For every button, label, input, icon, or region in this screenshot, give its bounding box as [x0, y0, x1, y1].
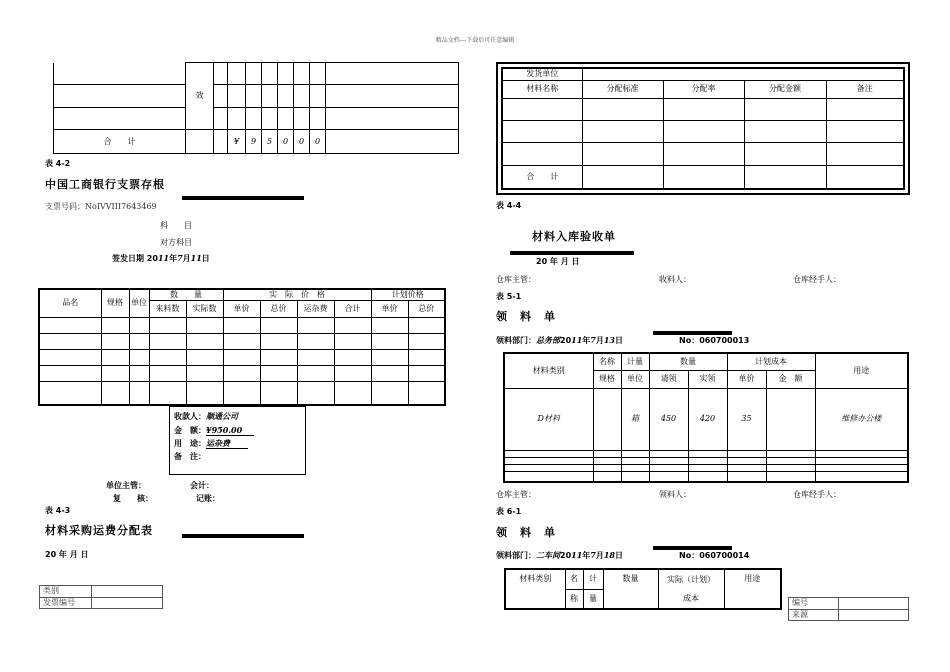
goods-header-qty: 数 量 — [149, 289, 223, 300]
requisition-table-6-1 — [504, 568, 782, 610]
amount-value: ¥950.00 — [206, 425, 254, 436]
issue-date-month: 7 — [177, 253, 183, 263]
note-label: 备 注： — [174, 452, 206, 461]
page-header: 精品文档---下载后可任意编辑 — [435, 37, 515, 44]
date-month-label: 月 — [595, 336, 604, 345]
date-year: 11 — [571, 550, 583, 560]
goods-sub-header: 单价 — [223, 300, 260, 317]
table-4-4-date: 20 年 月 日 — [536, 257, 580, 266]
req-row-unit: 箱 — [621, 388, 649, 451]
check-number: 支票号码：NoIVVIII7643469 — [45, 202, 157, 211]
issue-date-day: 11 — [190, 253, 202, 263]
receiver-2: 领料人： — [659, 490, 691, 499]
table-5-1-number: No：060700013 — [679, 336, 750, 345]
date-century: 20 — [560, 551, 572, 560]
date-century: 20 — [560, 336, 572, 345]
issue-date-month-label: 月 — [182, 254, 191, 263]
use-row — [174, 438, 248, 449]
warehouse-handler-2: 仓库经手人： — [793, 490, 841, 499]
table-5-1-dept — [496, 335, 623, 346]
check-stub-box — [169, 406, 306, 475]
issue-date-year: 11 — [157, 253, 170, 263]
alloc-header: 备注 — [826, 80, 904, 98]
req2-header-cost-2: 成本 — [658, 589, 724, 609]
issue-date-century: 20 — [146, 254, 158, 263]
goods-sub-header: 实际数 — [186, 300, 223, 317]
table-row — [502, 98, 904, 120]
receiver: 收料人： — [659, 275, 691, 284]
goods-sub-header: 总价 — [260, 300, 297, 317]
dept-value: 二车间 — [536, 550, 560, 560]
total-digit: 5 — [262, 130, 278, 154]
req-row-actual: 420 — [688, 388, 727, 451]
requisition-table-5-1 — [503, 352, 909, 483]
date-year-label: 年 — [582, 336, 591, 345]
goods-sub-header: 合计 — [334, 300, 371, 317]
title-rule — [182, 534, 304, 538]
side-number-label: 编号 — [789, 598, 839, 610]
date-year-label: 年 — [582, 551, 591, 560]
goods-sub-header: 来料数 — [149, 300, 186, 317]
req-header-unit: 单位 — [621, 370, 649, 388]
note-row — [174, 451, 206, 462]
payee-row — [174, 411, 238, 422]
req-header-price: 单价 — [727, 370, 766, 388]
goods-header-unit: 单位 — [129, 289, 149, 317]
dept-label: 领料部门： — [496, 551, 536, 560]
table-6-1-number: No：060700014 — [679, 551, 750, 560]
table-5-1-label: 表 5-1 — [496, 292, 522, 301]
alloc-table — [501, 67, 905, 190]
goods-table — [38, 288, 446, 406]
req-header-qty: 数量 — [649, 353, 727, 370]
goods-header-actual: 实 际 价 格 — [223, 289, 371, 300]
table-6-1-label: 表 6-1 — [496, 507, 522, 516]
table-row — [502, 120, 904, 142]
req-header-use: 用途 — [815, 353, 908, 388]
warehouse-head-2: 仓库主管： — [496, 490, 536, 499]
signer-bookkeeper: 记账： — [196, 494, 220, 503]
alloc-total-label: 合 计 — [502, 165, 582, 189]
warehouse-head: 仓库主管： — [496, 275, 536, 284]
table-4-2-label: 表 4-2 — [45, 159, 71, 168]
table-row — [504, 465, 908, 472]
req-row-price: 35 — [727, 388, 766, 451]
signer-head: 单位主管： — [106, 481, 146, 490]
side-info-table — [788, 597, 909, 621]
table-6-1-dept — [496, 550, 623, 561]
subject-label: 科 目 — [160, 221, 192, 230]
table-4-2-title: 中国工商银行支票存根 — [45, 178, 165, 191]
freight-category-label: 类别 — [40, 586, 92, 598]
table-4-4-label: 表 4-4 — [496, 201, 522, 210]
total-label: 合 计 — [54, 130, 186, 154]
req-header-spec: 规格 — [593, 370, 621, 388]
req-header-cost: 计划成本 — [727, 353, 815, 370]
goods-sub-header: 总价 — [408, 300, 445, 317]
req-row-category: D材料 — [504, 388, 593, 451]
table-row — [504, 451, 908, 458]
goods-header-name: 品名 — [39, 289, 101, 317]
req2-header-category: 材料类别 — [505, 569, 565, 609]
amount-row — [174, 425, 254, 436]
req2-header-measure-2: 量 — [583, 589, 603, 609]
freight-invoice-label: 发票编号 — [40, 597, 92, 609]
req2-header-name-2: 称 — [565, 589, 583, 609]
date-month: 7 — [590, 335, 596, 345]
goods-sub-header: 单价 — [371, 300, 408, 317]
req-header-actual: 实领 — [688, 370, 727, 388]
title-rule — [510, 251, 634, 255]
total-digit: 0 — [278, 130, 294, 154]
amount-label: 金 额： — [174, 426, 206, 435]
date-day: 18 — [603, 550, 615, 560]
table-4-3-title: 材料采购运费分配表 — [45, 524, 153, 537]
alloc-header: 分配率 — [663, 80, 744, 98]
date-day-label: 日 — [615, 551, 623, 560]
goods-header-spec: 规格 — [101, 289, 129, 317]
issue-date-day-label: 日 — [201, 254, 210, 263]
title-rule — [182, 196, 304, 200]
total-digit: 0 — [310, 130, 326, 154]
top-partial-table — [53, 62, 459, 154]
table-row — [502, 143, 904, 165]
side-source-label: 来源 — [789, 609, 839, 621]
signer-review: 复 核： — [113, 494, 153, 503]
table-4-3-date: 20 年 月 日 — [45, 550, 89, 559]
table-row — [504, 472, 908, 482]
dept-value: 总务部 — [536, 335, 560, 345]
req2-header-name-1: 名 — [565, 569, 583, 589]
freight-info-table — [39, 585, 163, 609]
req-row-use: 维修办公楼 — [815, 388, 908, 451]
date-day: 13 — [603, 335, 615, 345]
alloc-header: 材料名称 — [502, 80, 582, 98]
req-header-name: 名称 — [593, 353, 621, 370]
table-row — [39, 365, 445, 381]
alloc-table-frame — [496, 62, 910, 195]
signer-accountant: 会计： — [190, 481, 214, 490]
alloc-header: 分配金额 — [744, 80, 826, 98]
table-row — [39, 349, 445, 365]
total-digit: 0 — [294, 130, 310, 154]
table-5-1-title: 领 料 单 — [496, 310, 556, 323]
date-day-label: 日 — [615, 336, 623, 345]
req2-header-cost-1: 实际（计划） — [658, 569, 724, 589]
warehouse-handler: 仓库经手人： — [793, 275, 841, 284]
alloc-header: 分配标准 — [582, 80, 663, 98]
req2-header-measure-1: 计 — [583, 569, 603, 589]
total-digit: 9 — [246, 130, 262, 154]
req2-header-use: 用途 — [724, 569, 781, 609]
table-4-4-title: 材料入库验收单 — [532, 230, 616, 243]
req-header-request: 请领 — [649, 370, 688, 388]
table-row — [504, 388, 908, 451]
req-row-request: 450 — [649, 388, 688, 451]
date-month-label: 月 — [595, 551, 604, 560]
issue-date-year-label: 年 — [169, 254, 178, 263]
req-header-amount: 金 额 — [766, 370, 815, 388]
use-value: 运杂费 — [206, 438, 248, 449]
req-header-category: 材料类别 — [504, 353, 593, 388]
issue-date — [112, 253, 210, 264]
shipper-label: 发货单位 — [502, 68, 582, 80]
req2-header-qty: 数量 — [603, 569, 658, 609]
table-row — [39, 317, 445, 333]
payee-value: 顺通公司 — [206, 411, 238, 421]
dept-label: 领料部门： — [496, 336, 536, 345]
issue-date-label: 签发日期 — [112, 254, 144, 263]
total-digit: ¥ — [228, 130, 246, 154]
goods-sub-header: 运杂费 — [297, 300, 334, 317]
table-row — [39, 381, 445, 405]
table-4-3-label: 表 4-3 — [45, 506, 71, 515]
table-6-1-title: 领 料 单 — [496, 526, 556, 539]
date-year: 11 — [571, 335, 583, 345]
req-header-measure: 计量 — [621, 353, 649, 370]
table-row — [39, 333, 445, 349]
counter-subject-label: 对方科目 — [160, 238, 192, 247]
date-month: 7 — [590, 550, 596, 560]
use-label: 用 途： — [174, 439, 206, 448]
xiao-cell: 效 — [186, 63, 214, 130]
table-row — [504, 458, 908, 465]
goods-header-plan: 计划价格 — [371, 289, 445, 300]
payee-label: 收款人： — [174, 412, 206, 421]
